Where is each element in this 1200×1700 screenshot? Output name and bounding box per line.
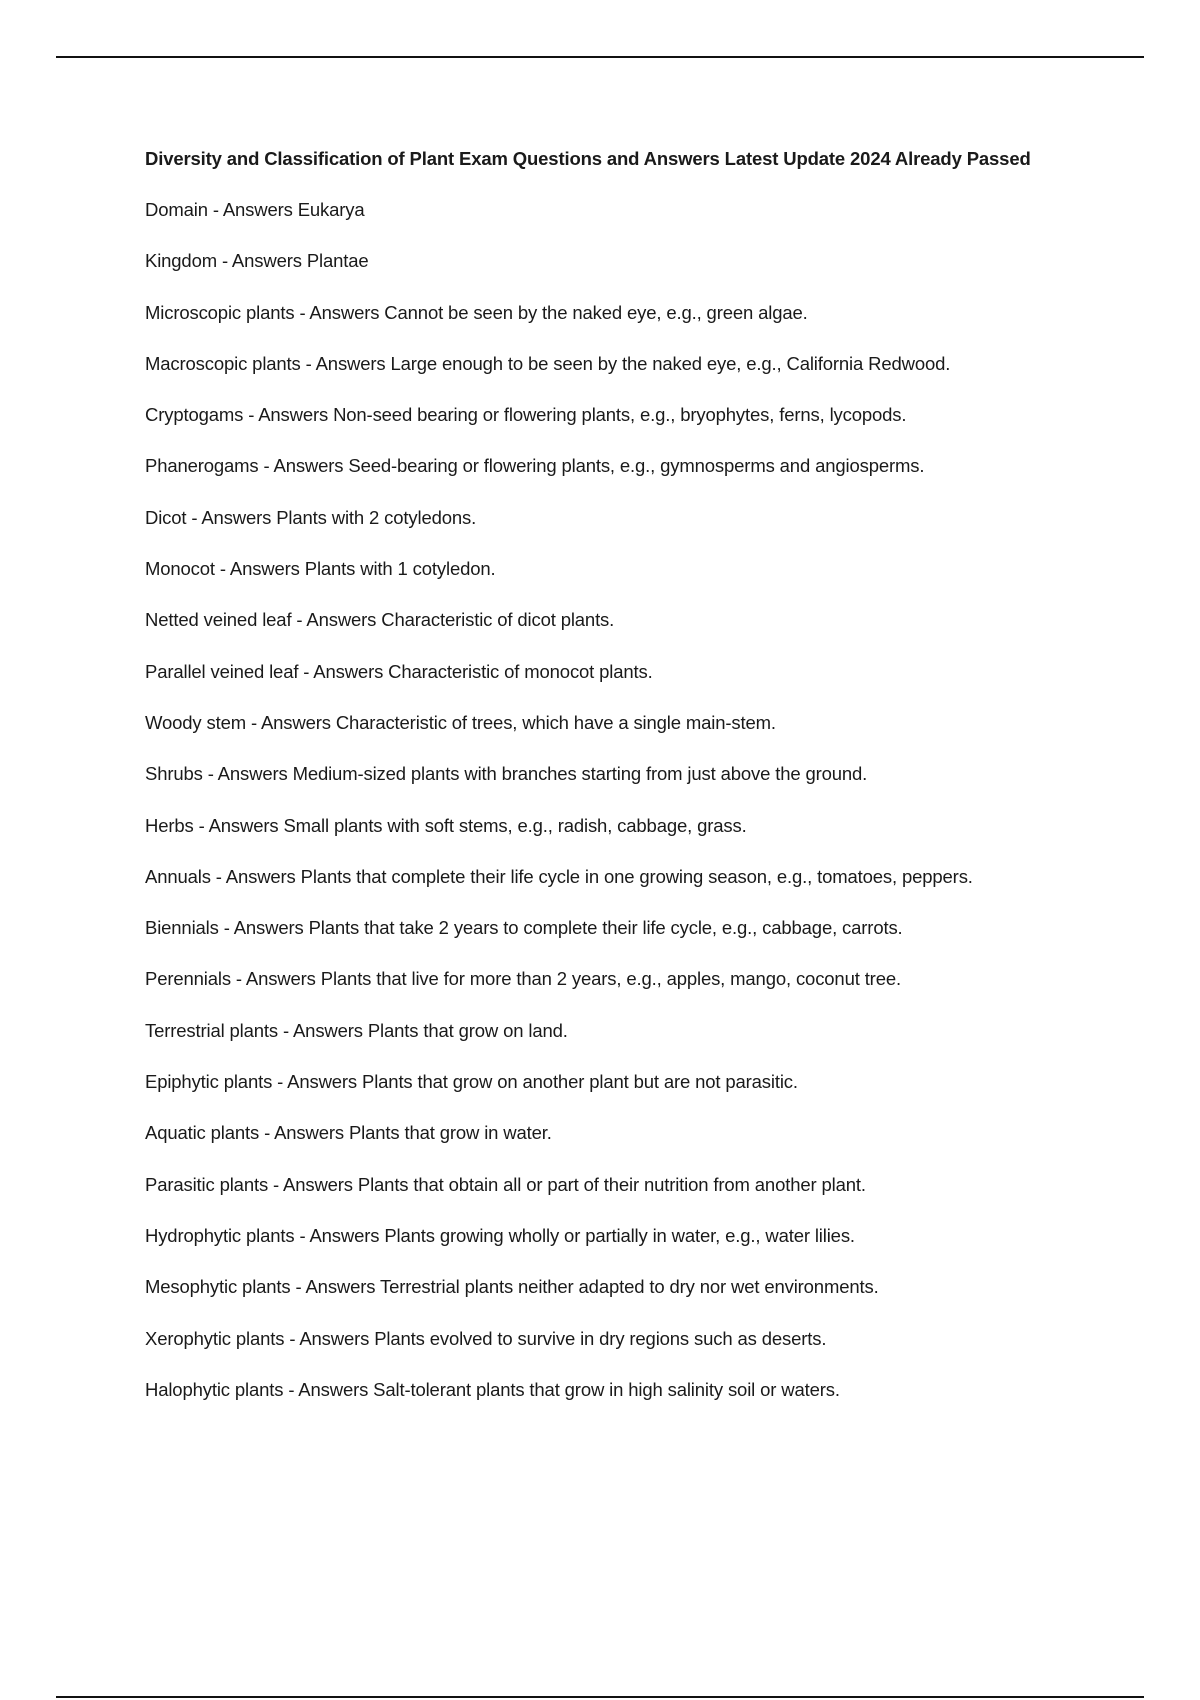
qa-item: Phanerogams - Answers Seed-bearing or flowering plants, e.g., gymnosperms and angiosperms.	[145, 455, 925, 477]
qa-item: Terrestrial plants - Answers Plants that grow on land.	[145, 1019, 568, 1041]
document-title: Diversity and Classification of Plant Exam Questions and Answers Latest Update 2024 Already Passed	[145, 148, 1031, 169]
qa-item: Macroscopic plants - Answers Large enough to be seen by the naked eye, e.g., California Redwood.	[145, 352, 951, 374]
qa-item: Parallel veined leaf - Answers Characteristic of monocot plants.	[145, 660, 653, 682]
qa-item: Epiphytic plants - Answers Plants that grow on another plant but are not parasitic.	[145, 1071, 798, 1093]
qa-item: Mesophytic plants - Answers Terrestrial plants neither adapted to dry nor wet environments.	[145, 1276, 879, 1298]
qa-item: Aquatic plants - Answers Plants that grow in water.	[145, 1122, 552, 1144]
qa-item: Kingdom - Answers Plantae	[145, 250, 369, 272]
qa-item: Halophytic plants - Answers Salt-tolerant plants that grow in high salinity soil or waters.	[145, 1378, 840, 1400]
qa-item: Woody stem - Answers Characteristic of trees, which have a single main-stem.	[145, 711, 776, 733]
qa-item: Monocot - Answers Plants with 1 cotyledon.	[145, 558, 496, 580]
qa-item: Microscopic plants - Answers Cannot be seen by the naked eye, e.g., green algae.	[145, 301, 808, 323]
qa-item: Dicot - Answers Plants with 2 cotyledons.	[145, 506, 477, 528]
qa-list	[145, 197, 1145, 1428]
qa-item: Xerophytic plants - Answers Plants evolved to survive in dry regions such as deserts.	[145, 1327, 827, 1349]
qa-item: Herbs - Answers Small plants with soft stems, e.g., radish, cabbage, grass.	[145, 814, 747, 836]
qa-item: Biennials - Answers Plants that take 2 years to complete their life cycle, e.g., cabbage, carrots.	[145, 917, 903, 939]
qa-item: Parasitic plants - Answers Plants that obtain all or part of their nutrition from another plant.	[145, 1173, 866, 1195]
qa-item: Domain - Answers Eukarya	[145, 199, 365, 220]
qa-item: Cryptogams - Answers Non-seed bearing or flowering plants, e.g., bryophytes, ferns, lycopods.	[145, 404, 907, 426]
qa-item: Netted veined leaf - Answers Characteristic of dicot plants.	[145, 609, 615, 631]
header-rule	[56, 56, 1144, 58]
qa-item: Perennials - Answers Plants that live for more than 2 years, e.g., apples, mango, coconut tree.	[145, 968, 901, 990]
qa-item: Hydrophytic plants - Answers Plants growing wholly or partially in water, e.g., water lilies.	[145, 1224, 855, 1246]
footer-rule	[56, 1696, 1144, 1698]
document-body	[145, 145, 1145, 1428]
qa-item: Shrubs - Answers Medium-sized plants with branches starting from just above the ground.	[145, 763, 868, 785]
qa-item: Annuals - Answers Plants that complete their life cycle in one growing season, e.g., tomatoes, peppers.	[145, 865, 973, 887]
